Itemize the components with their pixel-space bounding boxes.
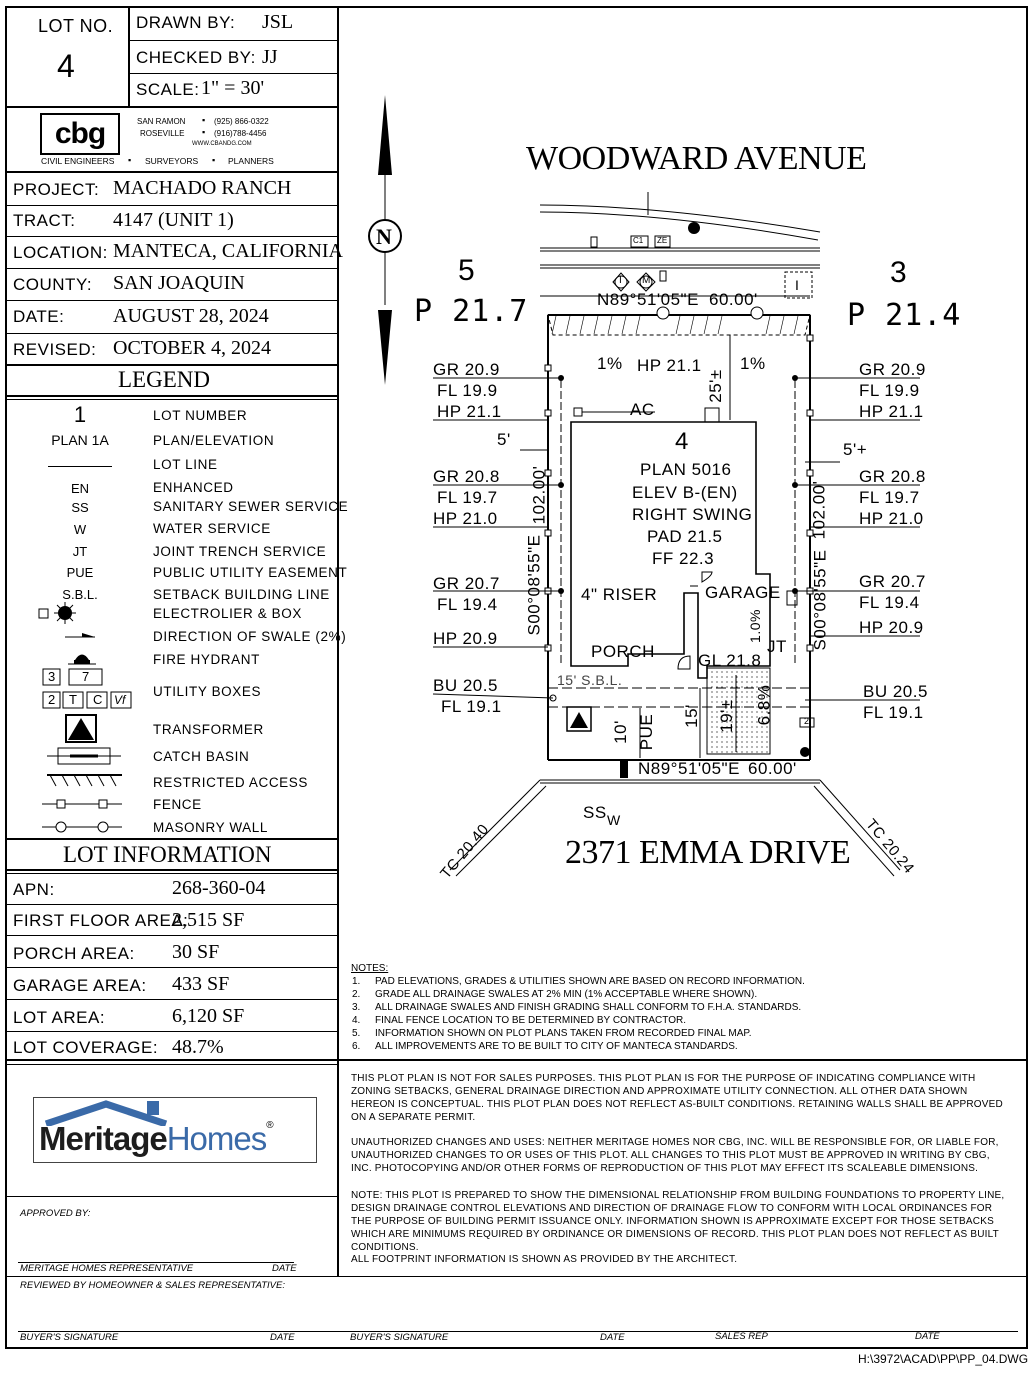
legend-text-lot-number: LOT NUMBER — [153, 408, 248, 423]
tc-right: TC 20.24 — [862, 815, 918, 878]
utility-box-label-2: 2 — [48, 692, 56, 707]
left-gr-3: GR 20.7 — [433, 574, 500, 593]
pad-left-label: P 21.7 — [414, 294, 529, 329]
riser-label: 4" RISER — [581, 585, 658, 604]
tag-i: I — [619, 275, 622, 286]
tract-label: TRACT: — [13, 211, 76, 230]
right-bu: BU 20.5 — [863, 682, 928, 701]
bearing-right: S00°08'55"E — [810, 549, 830, 651]
north-label: N — [376, 224, 392, 249]
tag-ze: ZE — [657, 236, 668, 245]
dim-15: 15' — [681, 704, 701, 728]
utility-box-label-7: 7 — [82, 669, 90, 684]
left-bu: BU 20.5 — [433, 676, 498, 695]
revised-value: OCTOBER 4, 2024 — [113, 337, 271, 359]
rep-date-label: DATE — [272, 1263, 297, 1274]
left-hp-2: HP 21.0 — [433, 509, 498, 528]
divider — [6, 1196, 338, 1197]
utility-box-label-t: T — [69, 692, 77, 707]
legend-symbol-sbl: S.B.L. — [62, 587, 98, 602]
right-gr-1: GR 20.9 — [859, 360, 926, 379]
dist-bottom: 60.00' — [748, 759, 797, 778]
divider — [6, 1064, 338, 1065]
note-4: FINAL FENCE LOCATION TO BE DETERMINED BY CONTRACTOR. — [375, 1015, 686, 1026]
legend-symbol-pue: PUE — [66, 565, 94, 580]
sales-rep-label: SALES REP — [715, 1331, 768, 1342]
cbg-service-3: PLANNERS — [228, 156, 274, 166]
drive-slope: 6.8% — [754, 684, 774, 726]
divider — [6, 1031, 338, 1032]
utility-box-label-vf: Vf — [114, 693, 126, 707]
legend-text-sbl: SETBACK BUILDING LINE — [153, 587, 330, 602]
left-gr-2: GR 20.8 — [433, 467, 500, 486]
lot-area-value: 6,120 SF — [172, 1005, 245, 1027]
legend-text-transformer: TRANSFORMER — [153, 722, 264, 737]
buyer-date-2: DATE — [600, 1332, 625, 1343]
hp-top: HP 21.1 — [637, 356, 702, 375]
porch-area-label: PORCH AREA: — [13, 944, 135, 963]
side-left: 5' — [497, 430, 511, 449]
dist-left: 102.00' — [529, 465, 549, 525]
apn-label: APN: — [13, 880, 55, 899]
left-gr-1: GR 20.9 — [433, 360, 500, 379]
legend-text-lot-line: LOT LINE — [153, 457, 218, 472]
ac-label: AC — [630, 400, 655, 419]
note-num: 2. — [352, 989, 361, 1000]
lot-no-value: 4 — [57, 48, 75, 84]
legend-text-ss: SANITARY SEWER SERVICE — [153, 499, 349, 514]
notes-title: NOTES: — [351, 963, 389, 974]
legend-text-enhanced: ENHANCED — [153, 480, 234, 495]
cbg-bullet: ▪ — [212, 155, 216, 165]
house-ff: FF 22.3 — [652, 549, 715, 568]
slope-2: 1% — [740, 354, 766, 373]
scale-label: SCALE: — [136, 80, 200, 99]
legend-text-hydrant: FIRE HYDRANT — [153, 652, 260, 667]
street-top-label: WOODWARD AVENUE — [526, 140, 867, 177]
legend-text-plan: PLAN/ELEVATION — [153, 433, 275, 448]
left-hp-1: HP 21.1 — [437, 402, 502, 421]
cbg-phone2: (916)788-4456 — [214, 129, 267, 138]
w-label: W — [607, 812, 621, 828]
note-num: 4. — [352, 1015, 361, 1026]
house-swing: RIGHT SWING — [632, 505, 753, 524]
note-5: INFORMATION SHOWN ON PLOT PLANS TAKEN FROM RECORDED FINAL MAP. — [375, 1028, 752, 1039]
project-label: PROJECT: — [13, 180, 100, 199]
lot-info-title: LOT INFORMATION — [63, 842, 272, 867]
checked-by-value: JJ — [262, 46, 278, 68]
tract-value: 4147 (UNIT 1) — [113, 209, 234, 231]
disclaimer-3: NOTE: THIS PLOT IS PREPARED TO SHOW THE DIMENSIONAL RELATIONSHIP FROM BUILDING FOUNDATIONS TO PROPERTY LINE, DESIGN DRAINAGE CONTROL ELEVATIONS AND DIRECTION OF DRAINAGE FLOW TO CONFORM WITH LOCAL ORDINANCES FOR THE PURPOSE OF BUILDING PERMIT ISSUANCE ONLY. INFORMATION SHOWN IS APPROXIMATE EXCEPT FOR THOSE SETBACKS WHICH ARE MINIMUMS REQUIRED BY ORDINANCE OR DIMENSIONS OF RECORD. THIS PLOT PLAN DOES NOT REFLECT AS BUILT CONDITIONS. — [351, 1190, 1005, 1253]
bearing-top: N89°51'05"E — [597, 290, 699, 309]
left-fl-4: FL 19.1 — [441, 697, 502, 716]
ss-label: SS — [583, 803, 607, 822]
cbg-office1: SAN RAMON — [137, 117, 186, 126]
note-num: 5. — [352, 1028, 361, 1039]
garage-label: GARAGE — [705, 583, 781, 602]
checked-by-label: CHECKED BY: — [136, 48, 256, 67]
left-fl-3: FL 19.4 — [437, 595, 498, 614]
divider — [6, 1276, 1028, 1277]
revised-label: REVISED: — [13, 340, 97, 359]
sales-date-label: DATE — [915, 1331, 940, 1342]
cbg-bullet: ▪ — [128, 155, 132, 165]
disclaimer-4: ALL FOOTPRINT INFORMATION IS SHOWN AS PROVIDED BY THE ARCHITECT. — [351, 1254, 738, 1265]
pad-right-label: P 21.4 — [847, 298, 962, 333]
right-gr-3: GR 20.7 — [859, 572, 926, 591]
divider — [6, 1059, 1028, 1061]
pue-label: PUE — [637, 713, 657, 751]
left-fl-1: FL 19.9 — [437, 381, 498, 400]
legend-title: LEGEND — [118, 367, 210, 392]
note-num: 6. — [352, 1041, 361, 1052]
house-elev: ELEV B-(EN) — [632, 483, 738, 502]
note-num: 1. — [352, 976, 361, 987]
right-fl-2: FL 19.7 — [859, 488, 920, 507]
first-floor-value: 2,515 SF — [172, 909, 245, 931]
side-right: 5'+ — [843, 440, 868, 459]
drawn-by-label: DRAWN BY: — [136, 13, 236, 32]
left-hp-3: HP 20.9 — [433, 629, 498, 648]
right-fl-1: FL 19.9 — [859, 381, 920, 400]
house-plan: PLAN 5016 — [640, 460, 732, 479]
legend-symbol-w: W — [73, 522, 87, 537]
lot-left-number: 5 — [458, 254, 475, 287]
registered-mark: ® — [266, 1120, 273, 1131]
disclaimer-1: THIS PLOT PLAN IS NOT FOR SALES PURPOSES. THIS PLOT PLAN IS FOR THE PURPOSE OF INDICATING COMPLIANCE WITH ZONING SETBACKS, GENERAL DRAINAGE DIRECTION AND APPROXIMATE UTILITY CONNECTION. ALL OTHER DATA SHOWN HEREON IS CONCEPTUAL. THIS PLOT PLAN DOES NOT REFLECT AS-BUILT CONDITIONS. RETAINING WALLS SHALL BE APPROVED ON A SEPARATE PERMIT. — [351, 1073, 1003, 1123]
cbg-bullet: ▪ — [202, 127, 206, 137]
buyer-date-1: DATE — [270, 1332, 295, 1343]
right-hp-3: HP 20.9 — [859, 618, 924, 637]
county-label: COUNTY: — [13, 275, 93, 294]
legend-text-fence: FENCE — [153, 797, 202, 812]
legend-plan-symbol: PLAN 1A — [51, 432, 109, 448]
right-hp-1: HP 21.1 — [859, 402, 924, 421]
dim-19: 19'± — [716, 699, 736, 733]
slope-1: 1% — [597, 354, 623, 373]
cbg-website: WWW.CBANDG.COM — [192, 141, 252, 147]
legend-text-swale: DIRECTION OF SWALE (2%) — [153, 629, 347, 644]
cbg-logo-text: cbg — [54, 117, 106, 150]
meritage-homes-logo — [33, 1097, 317, 1163]
location-label: LOCATION: — [13, 243, 108, 262]
porch-label: PORCH — [591, 642, 655, 661]
lot-coverage-label: LOT COVERAGE: — [13, 1038, 159, 1057]
lot-no-label: LOT NO. — [38, 16, 114, 36]
house-pad: PAD 21.5 — [647, 527, 723, 546]
right-hp-2: HP 21.0 — [859, 509, 924, 528]
lot-area-label: LOT AREA: — [13, 1008, 106, 1027]
homes-text: Homes — [166, 1120, 267, 1157]
county-value: SAN JOAQUIN — [113, 272, 245, 294]
right-fl-4: FL 19.1 — [863, 703, 924, 722]
legend-text-restricted: RESTRICTED ACCESS — [153, 775, 308, 790]
tag-i-box: I — [795, 277, 799, 293]
reviewed-by-label: REVIEWED BY HOMEOWNER & SALES REPRESENTATIVE: — [20, 1280, 285, 1291]
legend-text-jt: JOINT TRENCH SERVICE — [153, 544, 327, 559]
legend-symbol-en: EN — [70, 481, 90, 496]
garage-area-value: 433 SF — [172, 973, 230, 995]
date-label: DATE: — [13, 307, 65, 326]
cbg-service-1: CIVIL ENGINEERS — [41, 156, 115, 166]
utility-box-label-c: C — [93, 692, 103, 707]
apn-value: 268-360-04 — [172, 877, 266, 899]
legend-text-masonry: MASONRY WALL — [153, 820, 268, 835]
divider — [6, 999, 338, 1000]
note-1: PAD ELEVATIONS, GRADES & UTILITIES SHOWN ARE BASED ON RECORD INFORMATION. — [375, 976, 805, 987]
cbg-phone1: (925) 866-0322 — [214, 117, 269, 126]
right-fl-3: FL 19.4 — [859, 593, 920, 612]
porch-area-value: 30 SF — [172, 941, 220, 963]
utility-box-label-3: 3 — [48, 669, 56, 684]
buyer-signature-2: BUYER'S SIGNATURE — [350, 1332, 449, 1343]
gl-label: GL 21.8 — [698, 651, 762, 670]
divider — [6, 967, 338, 968]
note-3: ALL DRAINAGE SWALES AND FINISH GRADING SHALL CONFORM TO F.H.A. STANDARDS. — [375, 1002, 802, 1013]
approved-by-label: APPROVED BY: — [20, 1208, 91, 1219]
note-2: GRADE ALL DRAINAGE SWALES AT 2% MIN (1% ACCEPTABLE WHERE SHOWN). — [375, 989, 758, 1000]
dist-top: 60.00' — [709, 290, 758, 309]
tag-c1: C1 — [633, 236, 644, 245]
drawn-by-value: JSL — [262, 11, 294, 33]
legend-lot-number-symbol: 1 — [73, 402, 87, 427]
meritage-rep-label: MERITAGE HOMES REPRESENTATIVE — [20, 1263, 194, 1274]
legend-text-catch-basin: CATCH BASIN — [153, 749, 250, 764]
lot-coverage-value: 48.7% — [172, 1036, 224, 1058]
legend-symbol-jt: JT — [72, 544, 88, 559]
first-floor-label: FIRST FLOOR AREA: — [13, 911, 189, 930]
sbl-label: 15' S.B.L. — [557, 672, 623, 688]
location-value: MANTECA, CALIFORNIA — [113, 240, 343, 262]
cbg-office2: ROSEVILLE — [140, 129, 185, 138]
bearing-bottom: N89°51'05"E — [638, 759, 740, 778]
street-bottom-label: 2371 EMMA DRIVE — [565, 834, 851, 871]
lot-right-number: 3 — [890, 256, 907, 289]
house-lot-number: 4 — [675, 428, 689, 455]
buyer-signature-1: BUYER'S SIGNATURE — [20, 1332, 119, 1343]
legend-symbol-ss: SS — [71, 500, 89, 515]
meritage-wordmark — [39, 1120, 273, 1158]
file-path: H:\3972\ACAD\PP\PP_04.DWG — [858, 1352, 1029, 1366]
left-fl-2: FL 19.7 — [437, 488, 498, 507]
signature-line — [18, 1331, 1018, 1332]
legend-text-electrolier: ELECTROLIER & BOX — [153, 606, 302, 621]
legend-text-w: WATER SERVICE — [153, 521, 271, 536]
note-num: 3. — [352, 1002, 361, 1013]
box-2-label: 2 — [804, 716, 810, 726]
cbg-bullet: ▪ — [202, 115, 206, 125]
jt-label: JT — [767, 637, 787, 656]
garage-area-label: GARAGE AREA: — [13, 976, 147, 995]
disclaimer-2: UNAUTHORIZED CHANGES AND USES: NEITHER MERITAGE HOMES NOR CBG, INC. WILL BE RESPONSIBLE FOR, OR LIABLE FOR, UNAUTHORIZED CHANGES TO OR USES OF THIS PLOT. ALL CHANGES TO THIS PLOT MUST BE APPROVED IN WRITING BY CBG, INC. PHOTOCOPYING AND/OR OTHER FORMS OF REPRODUCTION OF THIS PLOT MAY EFFECT ITS SCALEABLE DIMENSIONS. — [351, 1137, 999, 1174]
right-gr-2: GR 20.8 — [859, 467, 926, 486]
dist-right: 102.00' — [809, 480, 829, 540]
project-value: MACHADO RANCH — [113, 177, 292, 199]
meritage-text: Meritage — [39, 1120, 167, 1157]
tag-m: M — [642, 275, 651, 286]
grade-drive: 1.0% — [746, 609, 763, 643]
legend-text-utility-boxes: UTILITY BOXES — [153, 684, 262, 699]
cbg-service-2: SURVEYORS — [145, 156, 199, 166]
date-value: AUGUST 28, 2024 — [113, 305, 269, 327]
scale-value: 1" = 30' — [201, 77, 265, 99]
tc-left: TC 20.40 — [437, 820, 493, 883]
rear-setback: 25'± — [705, 369, 725, 403]
legend-text-pue: PUBLIC UTILITY EASEMENT — [153, 565, 348, 580]
bearing-left: S00°08'55"E — [524, 534, 544, 636]
note-6: ALL IMPROVEMENTS ARE TO BE BUILT TO CITY OF MANTECA STANDARDS. — [375, 1041, 738, 1052]
dim-10: 10' — [610, 720, 630, 744]
